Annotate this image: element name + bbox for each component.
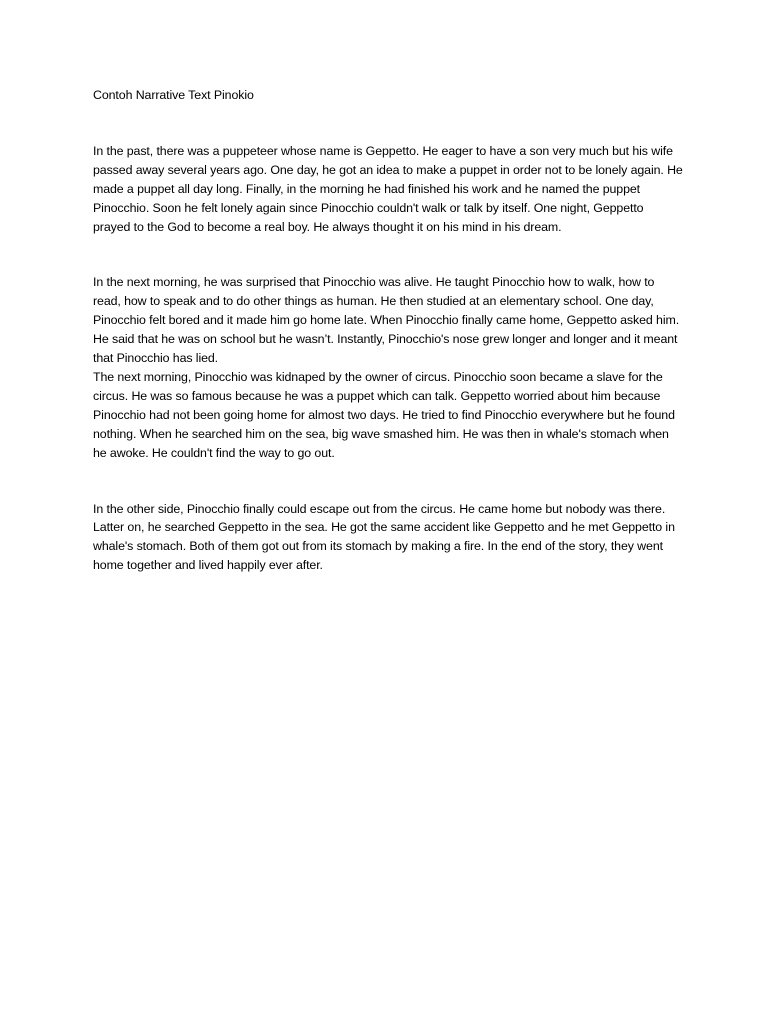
paragraph-4: In the other side, Pinocchio finally could escape out from the circus. He came home but nobody was there. Latter on, he searched Geppetto in the sea. He got the same accident like Geppetto and he met Geppetto in whale's stomach. Both of them got out from its stomach by making a fire. In the end of the story, they went home together and lived happily ever after.	[93, 501, 675, 573]
paragraph-1: In the past, there was a puppeteer whose name is Geppetto. He eager to have a son very much but his wife passed away several years ago. One day, he got an idea to make a puppet in order not to be lonely again. He made a puppet all day long. Finally, in the morning he had finished his work and he named the puppet Pinocchio. Soon he felt lonely again since Pinocchio couldn't walk or talk by itself. One night, Geppetto prayed to the God to become a real boy. He always thought it on his mind in his dream.	[93, 143, 683, 234]
paragraph-2: In the next morning, he was surprised that Pinocchio was alive. He taught Pinocchio how to walk, how to read, how to speak and to do other things as human. He then studied at an elementary school. One day, Pinocchio felt bored and it made him go home late. When Pinocchio finally came home, Geppetto asked him. He said that he was on school but he wasn’t. Instantly, Pinocchio's nose grew longer and longer and it meant that Pinocchio has lied.	[93, 275, 680, 366]
document-title: Contoh Narrative Text Pinokio	[93, 88, 254, 102]
document-body	[93, 86, 683, 575]
paragraph-3: The next morning, Pinocchio was kidnaped by the owner of circus. Pinocchio soon became a slave for the circus. He was so famous because he was a puppet which can talk. Geppetto worried about him because Pinocchio had not been going home for almost two days. He tried to find Pinocchio everywhere but he found nothing. When he searched him on the sea, big wave smashed him. He was then in whale's stomach when he awoke. He couldn't find the way to go out.	[93, 369, 675, 460]
